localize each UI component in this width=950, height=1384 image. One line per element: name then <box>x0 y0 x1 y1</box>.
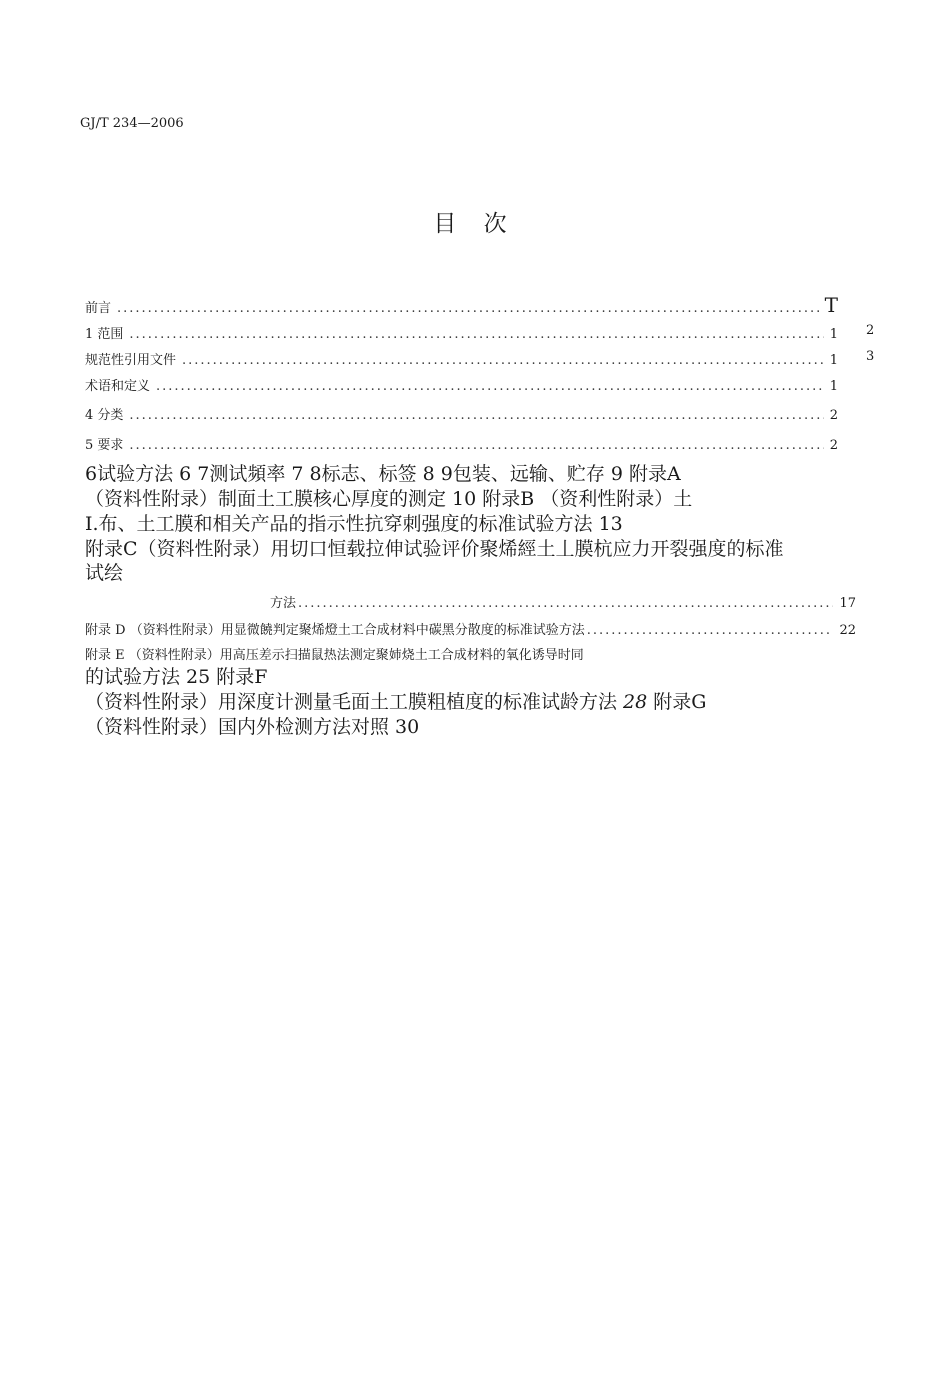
stray-page-number: 3 <box>866 349 875 364</box>
toc-entry-page: 17 <box>839 596 856 611</box>
toc-title: 目 次 <box>433 211 517 237</box>
dot-leader <box>182 353 824 368</box>
toc-entry-page: 22 <box>839 623 856 638</box>
toc-entry-method[interactable] <box>270 592 856 611</box>
toc-entry-requirements[interactable] <box>85 434 838 453</box>
dot-leader <box>298 596 833 611</box>
toc-entry-page: 2 <box>829 438 838 453</box>
toc-entry-page: 1 <box>829 379 838 394</box>
toc-run-on-line: 附录C（资料性附录）用切口恒载拉伸试验评价聚烯經土丄膜杭应力开裂强度的标准 <box>85 538 784 560</box>
toc-run-on-text: 附录G <box>647 691 707 713</box>
toc-entry-scope[interactable] <box>85 323 838 342</box>
toc-run-on-line: I.布、土工膜和相关产品的指示性抗穿刺强度的标准试验方法 13 <box>85 513 623 535</box>
standard-code: GJ/T 234—2006 <box>80 116 184 131</box>
toc-entry-classification[interactable] <box>85 404 838 423</box>
dot-leader <box>129 438 823 453</box>
toc-entry-page: T <box>824 293 838 317</box>
dot-leader <box>117 301 819 316</box>
toc-entry-label: 附录 D （资料性附录）用显微饒判定聚烯燈土工合成材料中碳黑分散度的标准试验方法 <box>85 623 585 638</box>
stray-page-number: 2 <box>866 323 875 338</box>
toc-entry-label: 方法 <box>270 596 297 611</box>
dot-leader <box>156 379 824 394</box>
toc-run-on-line: 6试验方法 6 7测试頻率 7 8标志、标签 8 9包装、远输、贮存 9 附录A <box>85 463 681 485</box>
toc-run-on-line: （资料性附录）制面土工膜核心厚度的测定 10 附录B （资利性附录）土 <box>85 488 693 510</box>
toc-entry-terms[interactable] <box>85 375 838 394</box>
dot-leader <box>587 623 834 638</box>
toc-run-on-line: （资料性附录）国内外检测方法对照 30 <box>85 716 420 738</box>
dot-leader <box>129 327 823 342</box>
toc-entry-label: 规范性引用文件 <box>85 353 177 368</box>
toc-entry-label: 5 要求 <box>85 438 124 453</box>
toc-run-on-text: （资料性附录）用深度计测量毛面土工膜粗植度的标准试龄方法 <box>85 691 624 713</box>
toc-entry-label: 1 范围 <box>85 327 124 342</box>
toc-entry-appendix-d[interactable] <box>85 619 856 638</box>
toc-entry-label: 前言 <box>85 301 112 316</box>
toc-run-on-line <box>85 690 706 714</box>
toc-entry-appendix-e: 附录 E （资料性附录）用高压差示扫描鼠热法测定聚姉烧土工合成材料的氧化诱导时同 <box>85 648 584 663</box>
toc-entry-label: 4 分类 <box>85 408 124 423</box>
toc-entry-foreword[interactable] <box>85 293 838 317</box>
toc-entry-label: 术语和定义 <box>85 379 151 394</box>
toc-run-on-line: 试绘 <box>85 562 124 584</box>
toc-entry-page: 2 <box>829 408 838 423</box>
toc-entry-normative-references[interactable] <box>85 349 838 368</box>
toc-run-on-page: 28 <box>623 691 648 713</box>
toc-entry-page: 1 <box>829 353 838 368</box>
dot-leader <box>129 408 823 423</box>
toc-run-on-line: 的试验方法 25 附录F <box>85 666 268 688</box>
toc-entry-page: 1 <box>829 327 838 342</box>
